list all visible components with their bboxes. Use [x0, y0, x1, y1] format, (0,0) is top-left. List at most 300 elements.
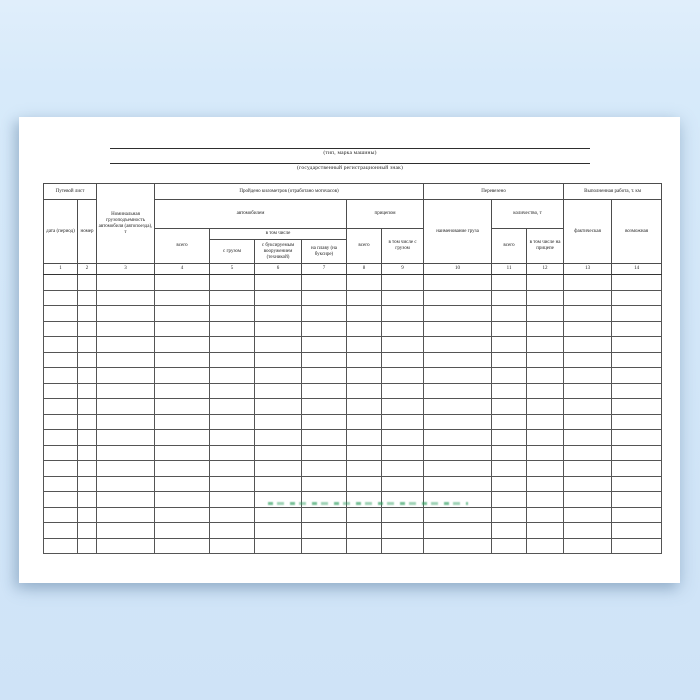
table-cell [255, 430, 302, 446]
column-number: 4 [155, 264, 210, 275]
table-cell [210, 306, 255, 322]
table-row [44, 492, 662, 508]
table-cell [492, 476, 527, 492]
table-cell [492, 430, 527, 446]
table-cell [255, 538, 302, 554]
table-cell [44, 352, 78, 368]
header-trailer-total: всего [347, 229, 382, 264]
table-cell [564, 476, 612, 492]
header-trailer-incl-with-cargo: в том числе с грузом [382, 229, 424, 264]
table-cell [302, 321, 347, 337]
column-number: 13 [564, 264, 612, 275]
table-cell [382, 352, 424, 368]
table-cell [382, 492, 424, 508]
table-cell [44, 461, 78, 477]
table-cell [564, 414, 612, 430]
table-cell [44, 306, 78, 322]
header-car-total: всего [155, 229, 210, 264]
header-afloat: на плаву (на буксире) [302, 240, 347, 264]
column-number: 5 [210, 264, 255, 275]
table-cell [155, 523, 210, 539]
table-cell [612, 383, 662, 399]
table-cell [155, 476, 210, 492]
table-cell [492, 414, 527, 430]
table-row [44, 430, 662, 446]
table-cell [97, 538, 155, 554]
table-cell [424, 290, 492, 306]
table-cell [382, 275, 424, 291]
column-number: 2 [78, 264, 97, 275]
table-cell [492, 321, 527, 337]
table-cell [424, 430, 492, 446]
table-cell [612, 507, 662, 523]
table-cell [347, 368, 382, 384]
table-cell [210, 445, 255, 461]
table-cell [255, 337, 302, 353]
table-cell [155, 399, 210, 415]
table-cell [210, 538, 255, 554]
table-cell [564, 321, 612, 337]
table-cell [210, 461, 255, 477]
table-cell [210, 383, 255, 399]
table-cell [78, 414, 97, 430]
table-cell [564, 523, 612, 539]
table-cell [347, 414, 382, 430]
table-row [44, 337, 662, 353]
table-cell [97, 290, 155, 306]
table-row [44, 352, 662, 368]
table-cell [347, 321, 382, 337]
table-cell [78, 368, 97, 384]
table-cell [210, 492, 255, 508]
table-cell [155, 461, 210, 477]
table-row [44, 290, 662, 306]
table-cell [424, 368, 492, 384]
table-cell [97, 507, 155, 523]
table-cell [424, 445, 492, 461]
table-cell [424, 383, 492, 399]
table-cell [527, 430, 564, 446]
table-cell [564, 507, 612, 523]
table-cell [564, 275, 612, 291]
table-cell [527, 352, 564, 368]
table-cell [492, 383, 527, 399]
table-cell [97, 321, 155, 337]
table-cell [527, 290, 564, 306]
trip-log-table-wrapper [43, 183, 662, 554]
table-row [44, 275, 662, 291]
header-quantity-total: всего [492, 229, 527, 264]
header-by-trailer: прицепом [347, 200, 424, 229]
table-cell [155, 507, 210, 523]
table-cell [424, 523, 492, 539]
column-number: 8 [347, 264, 382, 275]
table-cell [492, 337, 527, 353]
table-row [44, 476, 662, 492]
table-row [44, 306, 662, 322]
table-cell [44, 523, 78, 539]
table-cell [612, 430, 662, 446]
table-cell [44, 399, 78, 415]
table-cell [210, 337, 255, 353]
table-cell [492, 290, 527, 306]
table-cell [492, 538, 527, 554]
table-cell [255, 352, 302, 368]
column-number: 11 [492, 264, 527, 275]
table-cell [424, 507, 492, 523]
table-cell [382, 399, 424, 415]
table-cell [155, 290, 210, 306]
table-cell [612, 492, 662, 508]
table-cell [210, 414, 255, 430]
table-cell [382, 414, 424, 430]
table-cell [155, 321, 210, 337]
table-cell [492, 399, 527, 415]
table-cell [527, 275, 564, 291]
table-cell [492, 368, 527, 384]
table-cell [612, 337, 662, 353]
table-cell [155, 352, 210, 368]
table-row [44, 523, 662, 539]
table-cell [347, 399, 382, 415]
table-cell [302, 352, 347, 368]
table-cell [564, 306, 612, 322]
table-row [44, 414, 662, 430]
table-row [44, 368, 662, 384]
table-cell [424, 476, 492, 492]
table-cell [492, 492, 527, 508]
table-cell [44, 290, 78, 306]
table-row [44, 445, 662, 461]
table-cell [255, 306, 302, 322]
table-cell [210, 523, 255, 539]
table-cell [527, 445, 564, 461]
table-cell [44, 368, 78, 384]
table-row [44, 383, 662, 399]
column-number: 9 [382, 264, 424, 275]
table-cell [210, 476, 255, 492]
table-cell [44, 321, 78, 337]
table-body [44, 275, 662, 554]
table-cell [302, 538, 347, 554]
table-row [44, 507, 662, 523]
table-cell [302, 368, 347, 384]
table-cell [97, 461, 155, 477]
table-cell [347, 290, 382, 306]
table-cell [527, 507, 564, 523]
table-cell [302, 290, 347, 306]
table-cell [424, 538, 492, 554]
header-with-cargo: с грузом [210, 240, 255, 264]
table-cell [527, 368, 564, 384]
table-cell [382, 290, 424, 306]
table-cell [382, 538, 424, 554]
table-cell [302, 399, 347, 415]
registration-plate-caption: (государственный регистрационный знак) [296, 165, 404, 171]
registration-plate-field-line [110, 163, 590, 164]
table-cell [97, 368, 155, 384]
table-cell [255, 290, 302, 306]
table-cell [78, 275, 97, 291]
table-cell [492, 461, 527, 477]
table-cell [492, 352, 527, 368]
table-cell [612, 290, 662, 306]
table-row [44, 461, 662, 477]
table-cell [302, 507, 347, 523]
table-cell [612, 445, 662, 461]
table-cell [527, 476, 564, 492]
table-cell [347, 445, 382, 461]
table-cell [255, 399, 302, 415]
table-cell [564, 352, 612, 368]
table-cell [347, 507, 382, 523]
table-cell [564, 430, 612, 446]
table-cell [210, 368, 255, 384]
table-cell [424, 321, 492, 337]
table-cell [382, 368, 424, 384]
table-cell [492, 445, 527, 461]
table-cell [564, 383, 612, 399]
table-cell [612, 321, 662, 337]
table-cell [97, 492, 155, 508]
table-cell [564, 445, 612, 461]
table-cell [78, 445, 97, 461]
table-cell [210, 290, 255, 306]
table-cell [97, 352, 155, 368]
table-cell [44, 492, 78, 508]
table-cell [302, 461, 347, 477]
table-cell [210, 321, 255, 337]
table-cell [302, 476, 347, 492]
table-cell [492, 507, 527, 523]
table-cell [44, 507, 78, 523]
table-cell [382, 476, 424, 492]
table-cell [44, 445, 78, 461]
table-cell [527, 337, 564, 353]
column-number: 12 [527, 264, 564, 275]
table-cell [155, 414, 210, 430]
table-cell [424, 461, 492, 477]
table-cell [302, 414, 347, 430]
table-cell [612, 352, 662, 368]
table-cell [210, 430, 255, 446]
table-cell [302, 275, 347, 291]
header-number: номер [78, 200, 97, 264]
table-cell [382, 430, 424, 446]
trip-log-table [43, 183, 662, 554]
table-cell [347, 430, 382, 446]
header-possible: возможная [612, 200, 662, 264]
header-date-period: дата (период) [44, 200, 78, 264]
table-cell [382, 445, 424, 461]
table-cell [97, 275, 155, 291]
table-cell [302, 383, 347, 399]
table-cell [564, 368, 612, 384]
table-cell [612, 306, 662, 322]
table-cell [78, 290, 97, 306]
table-cell [44, 538, 78, 554]
table-cell [44, 337, 78, 353]
table-cell [527, 523, 564, 539]
table-cell [612, 399, 662, 415]
table-cell [382, 461, 424, 477]
header-nominal-capacity: Номинальная грузоподъемность автомобиля (автопоезда), т [97, 184, 155, 264]
table-cell [78, 383, 97, 399]
table-cell [155, 445, 210, 461]
table-cell [97, 445, 155, 461]
table-cell [612, 476, 662, 492]
table-cell [155, 306, 210, 322]
table-cell [155, 538, 210, 554]
table-cell [347, 275, 382, 291]
table-cell [255, 461, 302, 477]
table-cell [347, 337, 382, 353]
table-cell [78, 523, 97, 539]
machine-type-caption: (тип, марка машины) [323, 150, 377, 156]
table-cell [424, 352, 492, 368]
table-cell [255, 492, 302, 508]
header-driven-km-group: Пройдено километров (отработано моточасов) [155, 184, 424, 200]
table-cell [255, 321, 302, 337]
table-cell [210, 399, 255, 415]
table-cell [255, 383, 302, 399]
table-cell [44, 476, 78, 492]
table-cell [347, 538, 382, 554]
table-cell [382, 321, 424, 337]
table-cell [302, 523, 347, 539]
table-cell [564, 492, 612, 508]
table-cell [78, 492, 97, 508]
table-cell [78, 306, 97, 322]
table-cell [382, 306, 424, 322]
table-cell [44, 275, 78, 291]
table-cell [527, 492, 564, 508]
table-cell [155, 383, 210, 399]
table-cell [347, 523, 382, 539]
table-cell [564, 538, 612, 554]
column-number: 7 [302, 264, 347, 275]
table-cell [492, 523, 527, 539]
column-number-row [44, 264, 662, 275]
table-cell [255, 523, 302, 539]
table-cell [424, 492, 492, 508]
table-cell [255, 507, 302, 523]
table-cell [210, 275, 255, 291]
table-cell [424, 275, 492, 291]
table-row [44, 399, 662, 415]
table-cell [347, 492, 382, 508]
table-cell [78, 321, 97, 337]
table-cell [97, 476, 155, 492]
column-number: 14 [612, 264, 662, 275]
table-cell [382, 383, 424, 399]
column-number: 6 [255, 264, 302, 275]
table-cell [424, 399, 492, 415]
table-cell [155, 430, 210, 446]
table-cell [382, 507, 424, 523]
table-cell [564, 399, 612, 415]
header-including: в том числе [210, 229, 347, 240]
table-cell [347, 352, 382, 368]
table-cell [564, 337, 612, 353]
table-cell [44, 430, 78, 446]
column-number: 3 [97, 264, 155, 275]
table-cell [302, 430, 347, 446]
table-cell [302, 492, 347, 508]
table-cell [527, 538, 564, 554]
table-cell [255, 476, 302, 492]
table-cell [302, 445, 347, 461]
table-row [44, 321, 662, 337]
table-cell [564, 461, 612, 477]
table-cell [424, 414, 492, 430]
table-cell [78, 337, 97, 353]
table-cell [424, 306, 492, 322]
form-sheet [19, 117, 680, 583]
table-cell [155, 492, 210, 508]
header-cargo-name: наименование груза [424, 200, 492, 264]
table-cell [97, 383, 155, 399]
table-cell [612, 523, 662, 539]
table-cell [255, 368, 302, 384]
table-cell [78, 461, 97, 477]
table-cell [210, 352, 255, 368]
table-cell [564, 290, 612, 306]
header-quantity-t: количество, т [492, 200, 564, 229]
table-cell [302, 306, 347, 322]
table-cell [44, 414, 78, 430]
table-cell [97, 414, 155, 430]
table-cell [527, 399, 564, 415]
header-with-towed-equipment: с буксируемым вооружением (техникой) [255, 240, 302, 264]
table-cell [210, 507, 255, 523]
table-cell [382, 337, 424, 353]
column-number: 10 [424, 264, 492, 275]
table-cell [78, 430, 97, 446]
table-cell [97, 399, 155, 415]
table-cell [527, 461, 564, 477]
table-cell [347, 461, 382, 477]
header-quantity-incl-on-trailer: в том числе на прицепе [527, 229, 564, 264]
header-by-car: автомобилем [155, 200, 347, 229]
table-cell [78, 507, 97, 523]
machine-type-field-line [110, 148, 590, 149]
table-cell [527, 306, 564, 322]
table-cell [527, 383, 564, 399]
table-cell [155, 275, 210, 291]
table-cell [347, 383, 382, 399]
header-actual: фактическая [564, 200, 612, 264]
table-cell [78, 399, 97, 415]
table-header [44, 184, 662, 275]
table-cell [155, 368, 210, 384]
table-cell [612, 538, 662, 554]
table-cell [255, 445, 302, 461]
table-cell [382, 523, 424, 539]
table-cell [612, 368, 662, 384]
table-cell [492, 275, 527, 291]
table-cell [347, 476, 382, 492]
table-cell [527, 321, 564, 337]
table-cell [255, 414, 302, 430]
table-cell [44, 383, 78, 399]
table-cell [347, 306, 382, 322]
table-row [44, 538, 662, 554]
table-cell [155, 337, 210, 353]
table-cell [78, 476, 97, 492]
header-work-done-group: Выполненная работа, т. км [564, 184, 662, 200]
table-cell [97, 523, 155, 539]
